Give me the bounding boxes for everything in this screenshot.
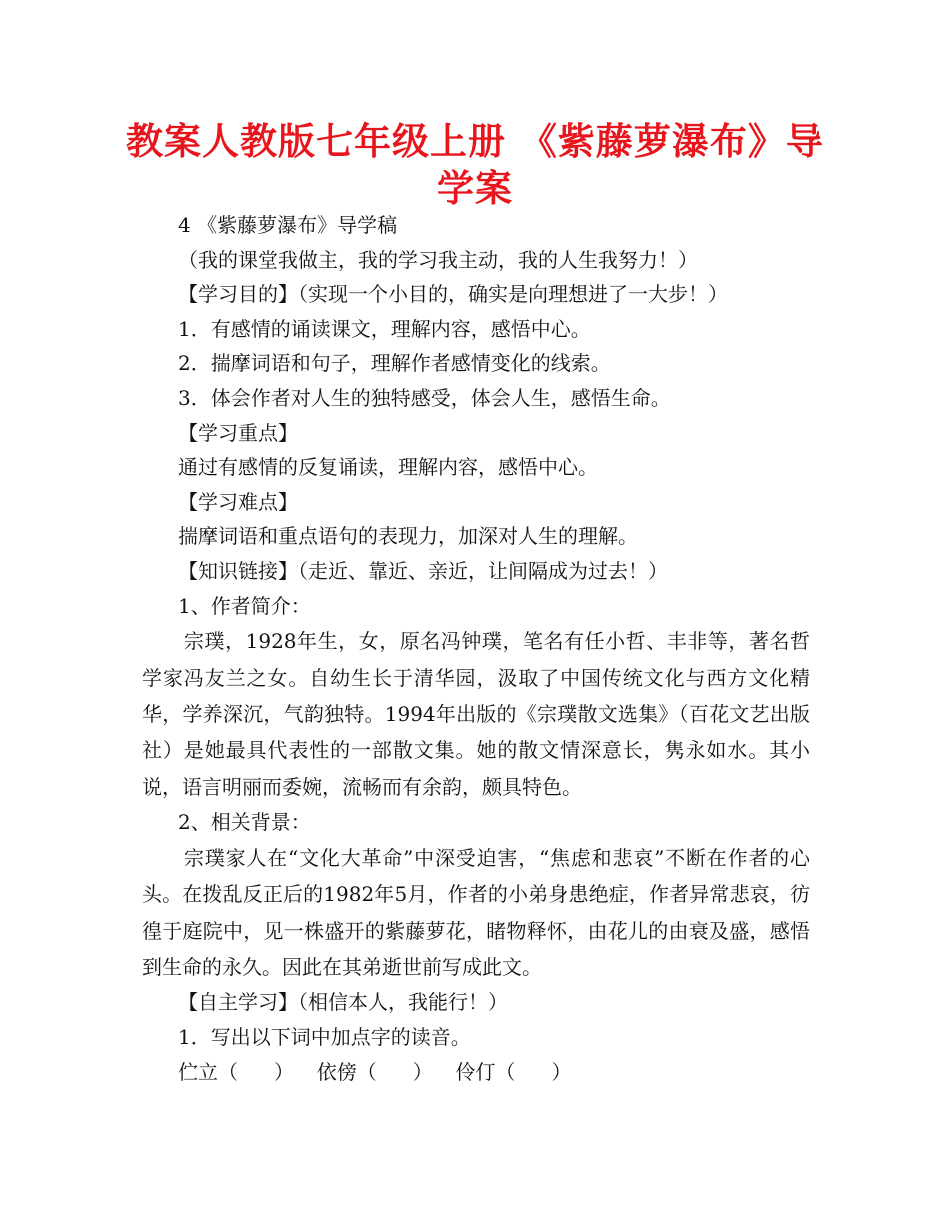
word-2-close: ） — [412, 1059, 433, 1084]
word-1-label: 伫立（ — [178, 1059, 238, 1084]
key-points-text: 通过有感情的反复诵读，理解内容，感悟中心。 — [178, 455, 598, 480]
background-paragraph: 宗璞家人在“文化大革命”中深受迫害，“焦虑和悲哀”不断在作者的心头。在拨乱反正后的1982年5月，作者的小弟身患绝症，作者异常悲哀，彷徨于庭院中，见一株盛开的紫藤萝花，睹物释怀，由花儿的由衰及盛，感悟到生命的永久。因此在其弟逝世前写成此文。 — [142, 845, 810, 979]
document-body — [142, 208, 810, 1089]
background-heading: 2、相关背景： — [178, 810, 311, 835]
difficulties-text: 揣摩词语和重点语句的表现力，加深对人生的理解。 — [178, 524, 638, 549]
section-key-points: 【学习重点】 — [178, 420, 298, 445]
word-3-close: ） — [551, 1059, 572, 1084]
objective-item-3: 3．体会作者对人生的独特感受，体会人生，感悟生命。 — [178, 385, 671, 410]
section-difficulties: 【学习难点】 — [178, 489, 298, 514]
objective-item-1: 1．有感情的诵读课文，理解内容，感悟中心。 — [178, 316, 591, 341]
word-3-label: 伶仃（ — [455, 1059, 516, 1084]
document-title: 教案人教版七年级上册 《紫藤萝瀑布》导学案 — [126, 120, 824, 210]
section-knowledge-link: 【知识链接】（走近、靠近、亲近，让间隔成为过去！） — [178, 558, 668, 583]
lesson-heading: 4 《紫藤萝瀑布》导学稿 — [178, 213, 398, 237]
section-self-study: 【自主学习】（相信本人，我能行！） — [178, 990, 508, 1015]
word-2-label: 依傍（ — [316, 1059, 377, 1084]
pronunciation-exercise — [142, 1055, 810, 1090]
section-objectives: 【学习目的】（实现一个小目的，确实是向理想进了一大步！） — [178, 282, 728, 307]
author-intro-paragraph: 宗璞，1928年生，女，原名冯钟璞，笔名有任小哲、丰非等，著名哲学家冯友兰之女。自幼生长于清华园，汲取了中国传统文化与西方文化精华，学养深沉，气韵独特。1994年出版的《宗璞散文选集》（百花文艺出版社）是她最具代表性的一部散文集。她的散文情深意长，隽永如水。其小说，语言明丽而委婉，流畅而有余韵，颇具特色。 — [142, 629, 810, 799]
author-intro-heading: 1、作者简介： — [178, 593, 311, 618]
exercise-1-prompt: 1．写出以下词中加点字的读音。 — [178, 1024, 471, 1049]
word-1-close: ） — [274, 1059, 294, 1084]
objective-item-2: 2．揣摩词语和句子，理解作者感情变化的线索。 — [178, 351, 611, 376]
motto-line: （我的课堂我做主，我的学习我主动，我的人生我努力！） — [178, 247, 698, 272]
